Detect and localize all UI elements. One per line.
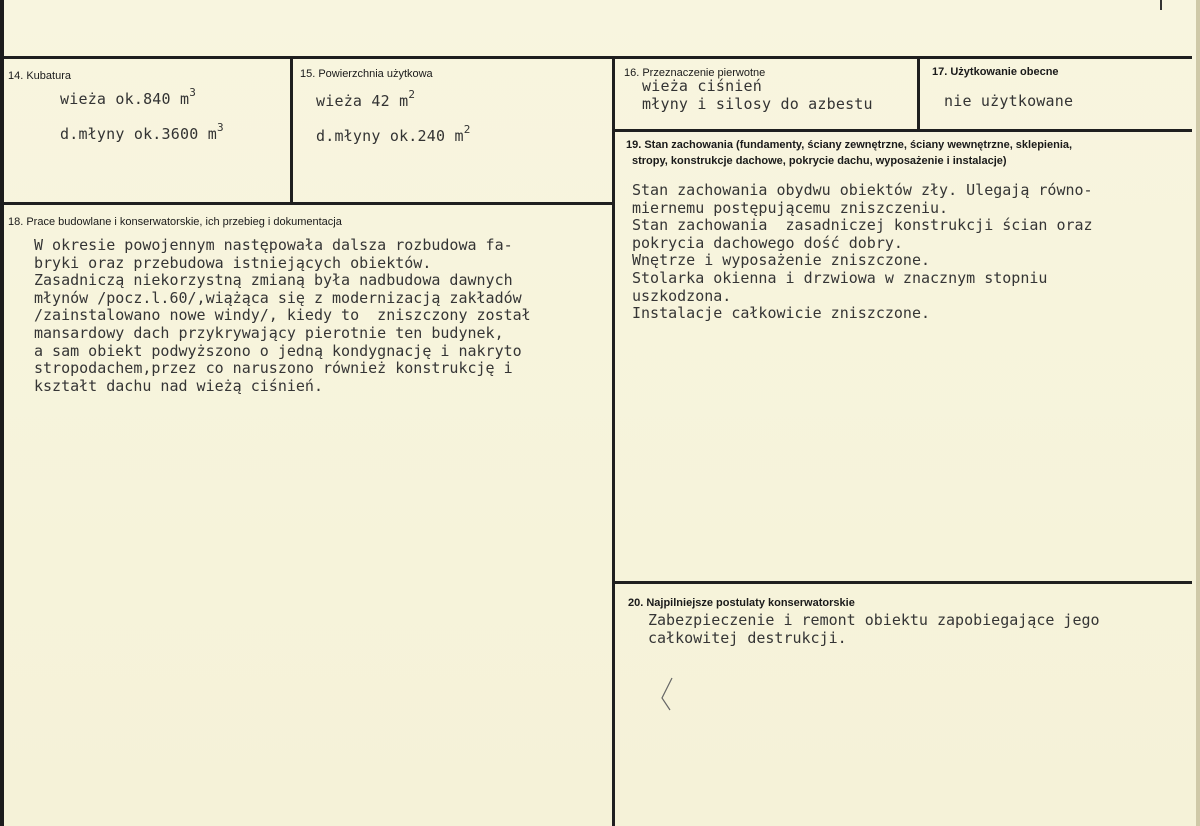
field-19-line: miernemu postępującemu zniszczeniu. <box>632 198 949 217</box>
right-lower-divider <box>614 581 1192 584</box>
field-19-label-line-2: stropy, konstrukcje dachowe, pokrycie dachu, wyposażenie i instalacje) <box>632 155 1007 167</box>
field-20-label: 20. Najpilniejsze postulaty konserwatorskie <box>628 597 855 609</box>
field-18-line: bryki oraz przebudowa istniejących obiektów. <box>34 253 432 272</box>
field-14-value-1: wieża ok.840 $m^3$ <box>60 86 197 108</box>
field-18-line: a sam obiekt podwyższono o jedną kondygnację i nakryto <box>34 341 522 360</box>
card-right-edge <box>1196 0 1200 826</box>
field-18-line: Zasadniczą niekorzystną zmianą była nadbudowa dawnych <box>34 271 513 290</box>
field-18-line: W okresie powojennym następowała dalsza rozbudowa fa- <box>34 236 513 254</box>
field-19-line: Stolarka okienna i drzwiowa w znacznym stopniu <box>632 268 1048 287</box>
field-19-line: pokrycia dachowego dość dobry. <box>632 233 903 252</box>
field-19-line: Stan zachowania obydwu obiektów zły. Ulegają równo- <box>632 181 1093 199</box>
field-18-text <box>34 237 531 395</box>
field-19-line: Wnętrze i wyposażenie zniszczone. <box>632 251 931 270</box>
field-18-label: 18. Prace budowlane i konserwatorskie, ich przebieg i dokumentacja <box>8 216 342 228</box>
field-18-line: mansardowy dach przykrywający pierotnie ten budynek, <box>34 323 504 342</box>
field-19-line: Instalacje całkowicie zniszczone. <box>632 304 931 323</box>
field-15-label: 15. Powierzchnia użytkowa <box>300 68 433 80</box>
field-17-value: nie użytkowane <box>944 92 1074 110</box>
field-16-value-1: wieża ciśnień <box>642 77 762 95</box>
field-19-line: uszkodzona. <box>632 286 732 305</box>
field-20-text <box>648 612 1100 647</box>
col-divider-14-15 <box>290 56 293 204</box>
field-15-value-2: d.młyny ok.240 $m^2$ <box>316 123 471 145</box>
main-column-divider <box>612 56 615 826</box>
pen-mark <box>656 676 676 712</box>
field-19-text <box>632 182 1093 323</box>
field-19-line: Stan zachowania zasadniczej konstrukcji ścian oraz <box>632 216 1093 235</box>
left-middle-divider <box>4 202 614 205</box>
field-18-line: stropodachem,przez co naruszono również konstrukcję i <box>34 359 513 378</box>
field-17-label: 17. Użytkowanie obecne <box>932 66 1059 78</box>
field-20-line: całkowitej destrukcji. <box>648 628 847 647</box>
top-divider <box>4 56 1192 59</box>
field-15-value-1: wieża 42 $m^2$ <box>316 88 416 110</box>
field-16-label: 16. Przeznaczenie pierwotne <box>624 67 766 79</box>
field-14-value-2: d.młyny ok.3600 $m^3$ <box>60 121 224 143</box>
corner-tick <box>1160 0 1162 10</box>
field-16-value-2: młyny i silosy do azbestu <box>642 95 873 113</box>
field-14-label: 14. Kubatura <box>8 70 71 82</box>
col-divider-16-17 <box>917 56 920 131</box>
field-20-line: Zabezpieczenie i remont obiektu zapobiegające jego <box>648 611 1100 629</box>
field-19-label-line-1: 19. Stan zachowania (fundamenty, ściany zewnętrzne, ściany wewnętrzne, sklepienia, <box>626 139 1073 151</box>
field-18-line: kształt dachu nad wieżą ciśnień. <box>34 376 323 395</box>
right-upper-divider <box>614 129 1192 132</box>
card-left-edge <box>0 0 4 826</box>
field-18-line: młynów /pocz.l.60/,wiążąca się z modernizacją zakładów <box>34 288 522 307</box>
field-18-line: /zainstalowano nowe windy/, kiedy to zniszczony został <box>34 306 531 325</box>
